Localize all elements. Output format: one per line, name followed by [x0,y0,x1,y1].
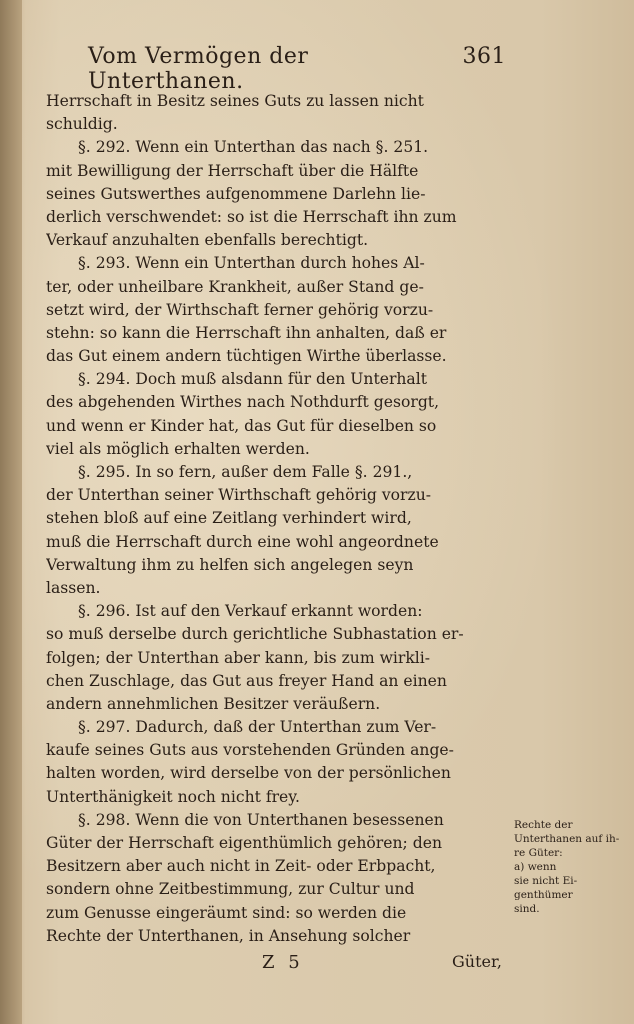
text-line: Unterthänigkeit noch nicht frey. [46,787,300,806]
text-line: §. 294. Doch muß alsdann für den Unterhalt [78,370,427,389]
text-line: Verkauf anzuhalten ebenfalls berechtigt. [46,231,369,250]
text-line: §. 298. Wenn die von Unterthanen besessenen [78,810,444,829]
text-line: viel als möglich erhalten werden. [46,439,310,458]
text-line: andern annehmlichen Besitzer veräußern. [46,694,381,713]
text-line: Rechte der Unterthanen, in Ansehung solcher [46,926,411,945]
text-line: Güter der Herrschaft eigenthümlich gehören; den [46,834,442,852]
text-line: zum Genusse eingeräumt sind: so werden die [46,903,407,922]
text-line: §. 293. Wenn ein Unterthan durch hohes Al- [78,254,425,273]
text-line: kaufe seines Guts aus vorstehenden Gründen ange- [46,741,454,760]
text-line: Verwaltung ihm zu helfen sich angelegen seyn [46,555,414,574]
text-line: derlich verschwendet: so ist die Herrschaft ihn zum [46,207,457,226]
margin-note-line: genthümer [514,889,573,901]
text-line: Herrschaft in Besitz seines Guts zu lassen nicht [46,92,424,110]
text-line: mit Bewilligung der Herrschaft über die Hälfte [46,161,419,180]
book-gutter [0,0,22,1024]
text-line: Besitzern aber auch nicht in Zeit- oder Erbpacht, [46,857,436,876]
text-line: muß die Herrschaft durch eine wohl angeordnete [46,532,439,551]
text-line: und wenn er Kinder hat, das Gut für dieselben so [46,416,437,435]
text-line: sondern ohne Zeitbestimmung, zur Cultur und [46,880,415,899]
text-line: setzt wird, der Wirthschaft ferner gehörig vorzu- [46,300,434,319]
margin-note-line: Unterthanen auf ih- [514,833,620,845]
text-line: lassen. [46,578,101,597]
page-number: 361 [462,44,506,69]
text-line: folgen; der Unterthan aber kann, bis zum wirkli- [46,648,431,667]
margin-note-line: re Güter: [514,847,563,859]
margin-note-line: sind. [514,903,540,915]
text-line: stehen bloß auf eine Zeitlang verhindert wird, [46,509,412,528]
text-line: §. 297. Dadurch, daß der Unterthan zum Ver- [78,718,437,737]
text-line: §. 292. Wenn ein Unterthan das nach §. 251. [78,138,429,157]
margin-note-line: sie nicht Ei- [514,875,578,887]
text-line: halten worden, wird derselbe von der persönlichen [46,764,451,783]
text-line: chen Zuschlage, das Gut aus freyer Hand an einen [46,671,447,690]
text-line: des abgehenden Wirthes nach Nothdurft gesorgt, [46,393,440,412]
margin-note-line: a) wenn [514,861,557,873]
text-line: stehn: so kann die Herrschaft ihn anhalten, daß er [46,323,447,342]
text-line: das Gut einem andern tüchtigen Wirthe überlasse. [46,347,447,366]
text-line: seines Gutswerthes aufgenommene Darlehn lie- [46,184,426,203]
text-line: schuldig. [46,115,118,134]
catchword: Güter, [452,952,502,971]
text-line: §. 296. Ist auf den Verkauf erkannt worden: [78,602,423,621]
page-title: Vom Vermögen der Unterthanen. [88,44,309,94]
text-line: ter, oder unheilbare Krankheit, außer Stand ge- [46,277,424,296]
text-line: so muß derselbe durch gerichtliche Subhastation er- [46,625,464,644]
text-line: der Unterthan seiner Wirthschaft gehörig vorzu- [46,486,432,505]
signature-mark: Z 5 [262,952,304,973]
body-text [46,90,510,948]
margin-note [514,818,626,916]
text-line: §. 295. In so fern, außer dem Falle §. 291., [78,463,413,481]
margin-note-line: Rechte der [514,819,573,831]
running-head [88,44,506,94]
